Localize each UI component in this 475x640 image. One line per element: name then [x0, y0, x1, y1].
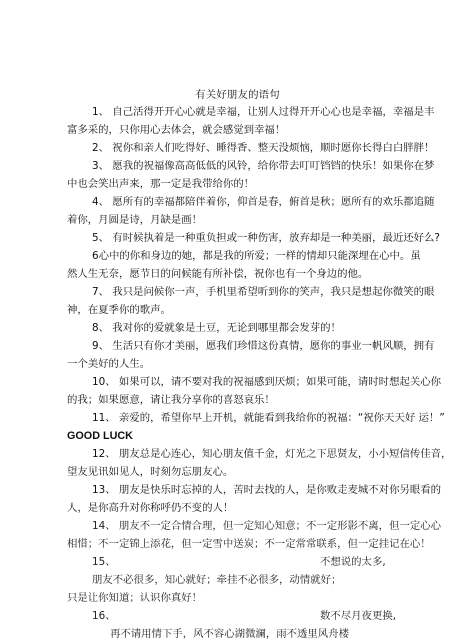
line-11a: 11、 亲爱的，希望你早上开机，就能看到我给你的祝福：“祝你天天好 运！”: [92, 412, 445, 424]
line-5: 5、 有时候执着是一种重负担或一种伤害，放弃却是一种美丽，最近还好么?: [92, 232, 440, 244]
line-6b: 然人生无奈，愿节日的问候能有所补偿，祝你也有一个身边的他。: [67, 268, 369, 280]
line-12a: 12、 朋友总是心连心，知心朋友值千金，灯光之下思贤友，小小短信传佳音，: [92, 448, 452, 460]
line-6a: 6心中的你和身边的她，都是我的所爱；一样的情却只能深埋在心中。虽: [92, 250, 421, 262]
line-8: 8、 我对你的爱就象是土豆，无论到哪里都会发芽的！: [92, 322, 341, 334]
line-14b: 相惜；不一定锦上添花，但一定雪中送炭；不一定常常联系，但一定挂记在心！: [67, 538, 431, 550]
line-16-number: 16、: [92, 610, 116, 622]
line-10b: 的我；如果愿意，请让我分享你的喜怒哀乐！: [67, 394, 275, 406]
line-13b: 人，是你高升对你称呼仍不变的人！: [67, 502, 234, 514]
line-15-number: 15、: [92, 556, 116, 568]
line-7b: 神，在夏季你的歌声。: [67, 304, 171, 316]
line-4b: 着你，月圆是诗，月缺是画！: [67, 214, 203, 226]
line-16b: 再不请用情下手，风不容心湖微澜，雨不透里风舟楼: [110, 628, 349, 640]
line-13a: 13、 朋友是快乐时忘掉的人，苦时去找的人，是你败走麦城不对你另眼看的: [92, 484, 442, 496]
line-3a: 3、 愿我的祝福像高高低低的风铃，给你带去叮叮铛铛的快乐！如果你在梦: [92, 160, 435, 172]
line-11b: GOOD LUCK: [67, 430, 133, 442]
document-title: 有关好朋友的语句: [195, 89, 280, 101]
line-2: 2、 祝你和亲人们吃得好、睡得香、整天没烦恼，顺时愿你长得白白胖胖！: [92, 142, 435, 154]
line-10a: 10、 如果可以，请不要对我的祝福感到厌烦；如果可能，请时时想起关心你: [92, 376, 442, 388]
line-15b: 朋友不必很多，知心就好；牵挂不必很多，动情就好；: [92, 574, 342, 586]
line-15c: 只是让你知道；认识你真好！: [67, 592, 203, 604]
line-3b: 中也会笑出声来，那一定是我带给你的！: [67, 178, 255, 190]
line-15-right: 不想说的太多,: [320, 556, 386, 568]
line-16-right: 数不尽月夜更换,: [320, 610, 397, 622]
line-14a: 14、 朋友不一定合情合理，但一定知心知意；不一定形影不离，但一定心心: [92, 520, 442, 532]
line-9a: 9、 生活只有你才美丽，愿我们珍惜这份真情，愿你的事业一帆风顺，拥有: [92, 340, 435, 352]
line-4a: 4、 愿所有的幸福都陪伴着你，仰首是春，俯首是秋；愿所有的欢乐都追随: [92, 196, 435, 208]
line-12b: 望友见讯如见人，时刻勿忘朋友心。: [67, 466, 234, 478]
line-1b: 富多采的，只你用心去体会，就会感觉到幸福！: [67, 124, 286, 136]
line-7a: 7、 我只是问候你一声，手机里希望听到你的笑声，我只是想起你微笑的眼: [92, 286, 435, 298]
line-1a: 1、 自己活得开开心心就是幸福，让别人过得开开心心也是幸福，幸福是丰: [92, 106, 435, 118]
line-9b: 一个美好的人生。: [67, 358, 151, 370]
